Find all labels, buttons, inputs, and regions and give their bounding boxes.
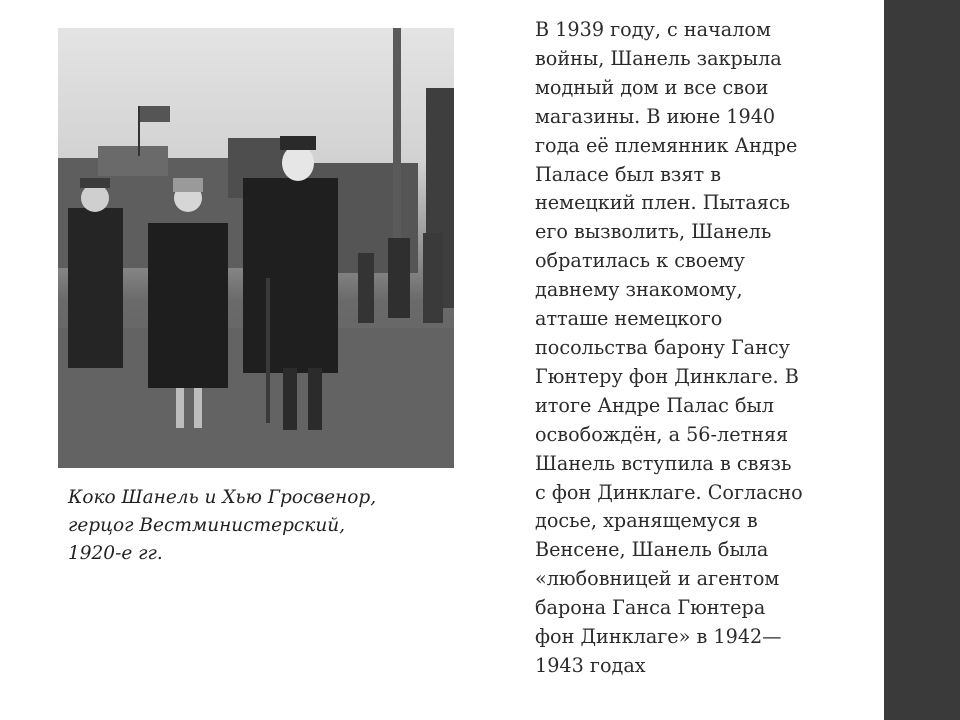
body-line: досье, хранящемуся в [535,509,758,533]
body-line: Венсене, Шанель была [535,538,769,562]
body-line: магазины. В июне 1940 [535,104,776,128]
caption-line: 1920-е гг. [68,543,163,564]
body-line: обратилась к своему [535,249,745,273]
body-line: освобождён, а 56-летняя [535,422,789,446]
body-line: немецкий плен. Пытаясь [535,191,791,215]
body-line: войны, Шанель закрыла [535,46,782,70]
body-line: с фон Динклаге. Согласно [535,480,803,504]
body-line: модный дом и все свои [535,75,769,99]
body-line: посольства барону Гансу [535,335,790,359]
body-line: итоге Андре Палас был [535,393,774,417]
body-line: атташе немецкого [535,307,723,331]
body-line: давнему знакомому, [535,278,743,302]
body-line: барона Ганса Гюнтера [535,596,766,620]
body-line: 1943 годах [535,653,646,677]
photo-caption [68,484,448,568]
body-line: года её племянник Андре [535,133,798,157]
body-line: Паласе был взят в [535,162,722,186]
caption-line: Коко Шанель и Хью Гросвенор, [68,487,377,508]
caption-line: герцог Вестминистерский, [68,515,346,536]
body-line: В 1939 году, с началом [535,18,771,41]
body-line: фон Динклаге» в 1942— [535,625,782,649]
right-sidebar-bar [884,0,960,720]
historical-photo [58,28,454,468]
body-line: «любовницей и агентом [535,567,780,591]
body-line: Гюнтеру фон Динклаге. В [535,364,799,388]
body-paragraph [535,16,875,681]
body-line: его вызволить, Шанель [535,220,772,244]
body-line: Шанель вступила в связь [535,451,792,475]
